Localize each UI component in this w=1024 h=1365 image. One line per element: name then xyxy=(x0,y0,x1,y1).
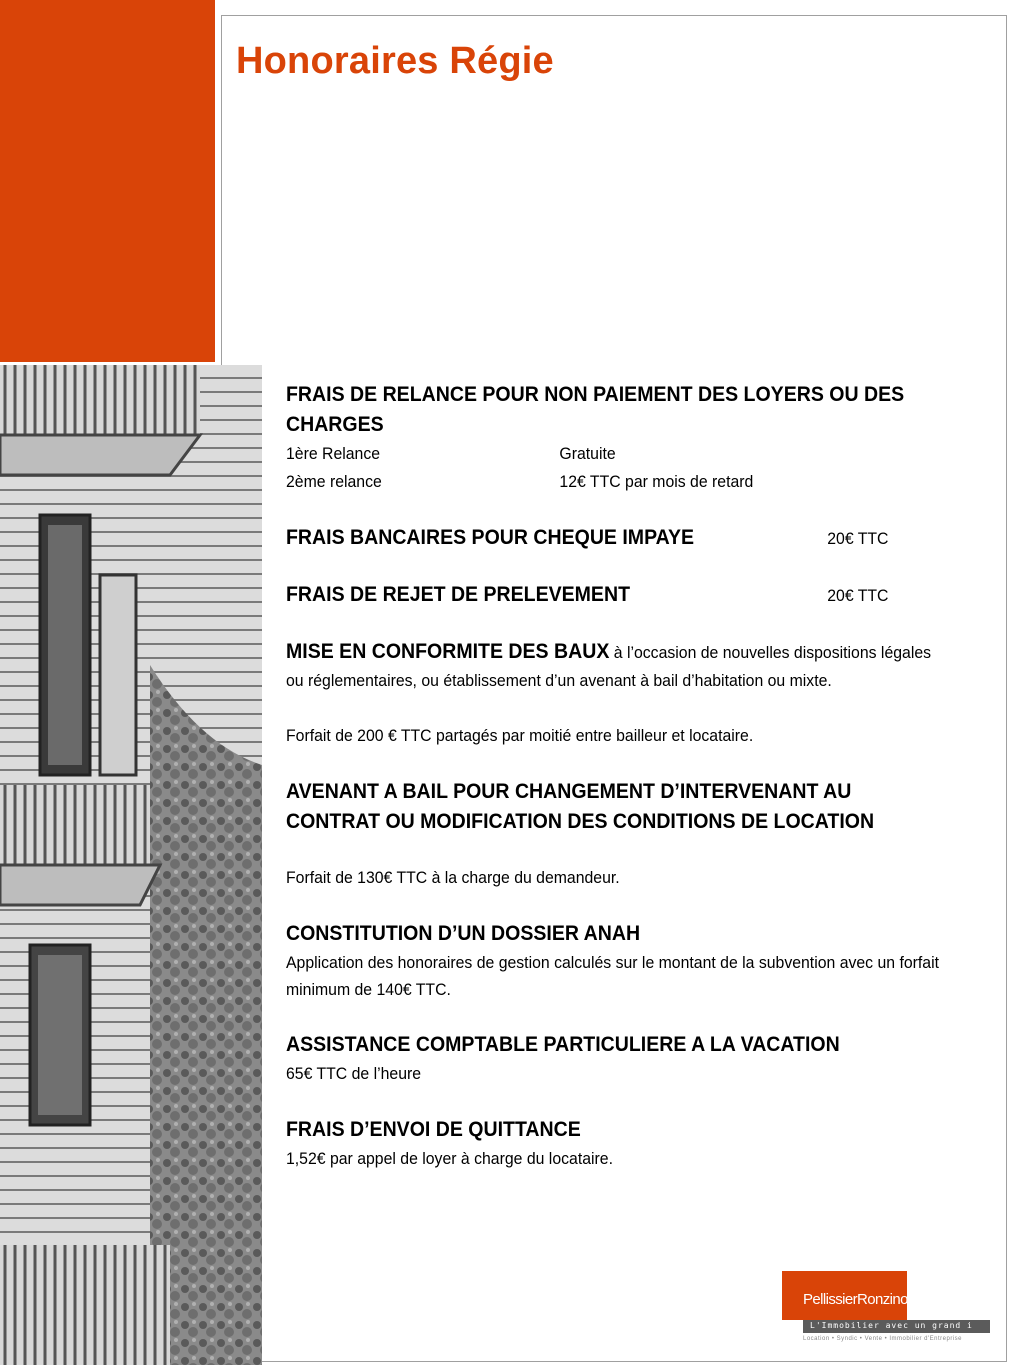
quittance-text: 1,52€ par appel de loyer à charge du locataire. xyxy=(286,1149,613,1168)
section-heading-conformite: MISE EN CONFORMITE DES BAUX xyxy=(286,640,610,663)
frame-line-top xyxy=(221,15,1007,16)
logo-tagline: L'Immobilier avec un grand i xyxy=(810,1321,973,1330)
anah-text: Application des honoraires de gestion calculés sur le montant de la subvention avec un forfait minimum de 140€ TTC. xyxy=(286,953,940,999)
fee-value: 20€ TTC xyxy=(827,586,889,605)
frame-line-right xyxy=(1006,15,1007,1362)
section-heading-assistance: ASSISTANCE COMPTABLE PARTICULIERE A LA VACATION xyxy=(286,1033,840,1056)
company-logo xyxy=(782,1271,990,1347)
conformite-forfait: Forfait de 200 € TTC partagés par moitié entre bailleur et locataire. xyxy=(286,726,754,745)
fee-value: Gratuite xyxy=(559,444,616,463)
fee-label: 2ème relance xyxy=(286,472,382,491)
frame-line-left xyxy=(221,15,222,365)
avenant-forfait: Forfait de 130€ TTC à la charge du demandeur. xyxy=(286,868,620,887)
section-heading-quittance: FRAIS D’ENVOI DE QUITTANCE xyxy=(286,1118,581,1141)
fee-row xyxy=(286,440,948,468)
section-heading-relance: FRAIS DE RELANCE POUR NON PAIEMENT DES LOYERS OU DES CHARGES xyxy=(286,383,905,436)
fees-content xyxy=(286,380,948,1173)
fee-value: 20€ TTC xyxy=(827,529,889,548)
page-title: Honoraires Régie xyxy=(236,40,554,82)
conformite-text: à l’occasion de nouvelles dispositions légales ou réglementaires, ou établissement d’un avenant à bail d’habitation ou mixte. xyxy=(286,643,932,690)
fee-row-rejet xyxy=(286,580,948,610)
fee-row xyxy=(286,468,948,496)
logo-name: PellissierRonzino xyxy=(803,1291,908,1308)
section-heading-cheque: FRAIS BANCAIRES POUR CHEQUE IMPAYE xyxy=(286,526,695,549)
building-illustration xyxy=(0,365,262,1365)
orange-header-block xyxy=(0,0,215,362)
assistance-text: 65€ TTC de l’heure xyxy=(286,1064,422,1083)
section-heading-avenant: AVENANT A BAIL POUR CHANGEMENT D’INTERVENANT AU CONTRAT OU MODIFICATION DES CONDITIONS DE LOCATION xyxy=(286,780,875,833)
section-heading-anah: CONSTITUTION D’UN DOSSIER ANAH xyxy=(286,922,641,945)
fee-value: 12€ TTC par mois de retard xyxy=(559,472,754,491)
frame-line-bottom xyxy=(262,1361,1007,1362)
section-heading-rejet: FRAIS DE REJET DE PRELEVEMENT xyxy=(286,583,630,606)
fee-label: 1ère Relance xyxy=(286,444,381,463)
fee-row-cheque xyxy=(286,523,948,553)
logo-subline: Location • Syndic • Vente • Immobilier d'Entreprise xyxy=(803,1336,963,1342)
conformite-paragraph xyxy=(286,637,948,695)
